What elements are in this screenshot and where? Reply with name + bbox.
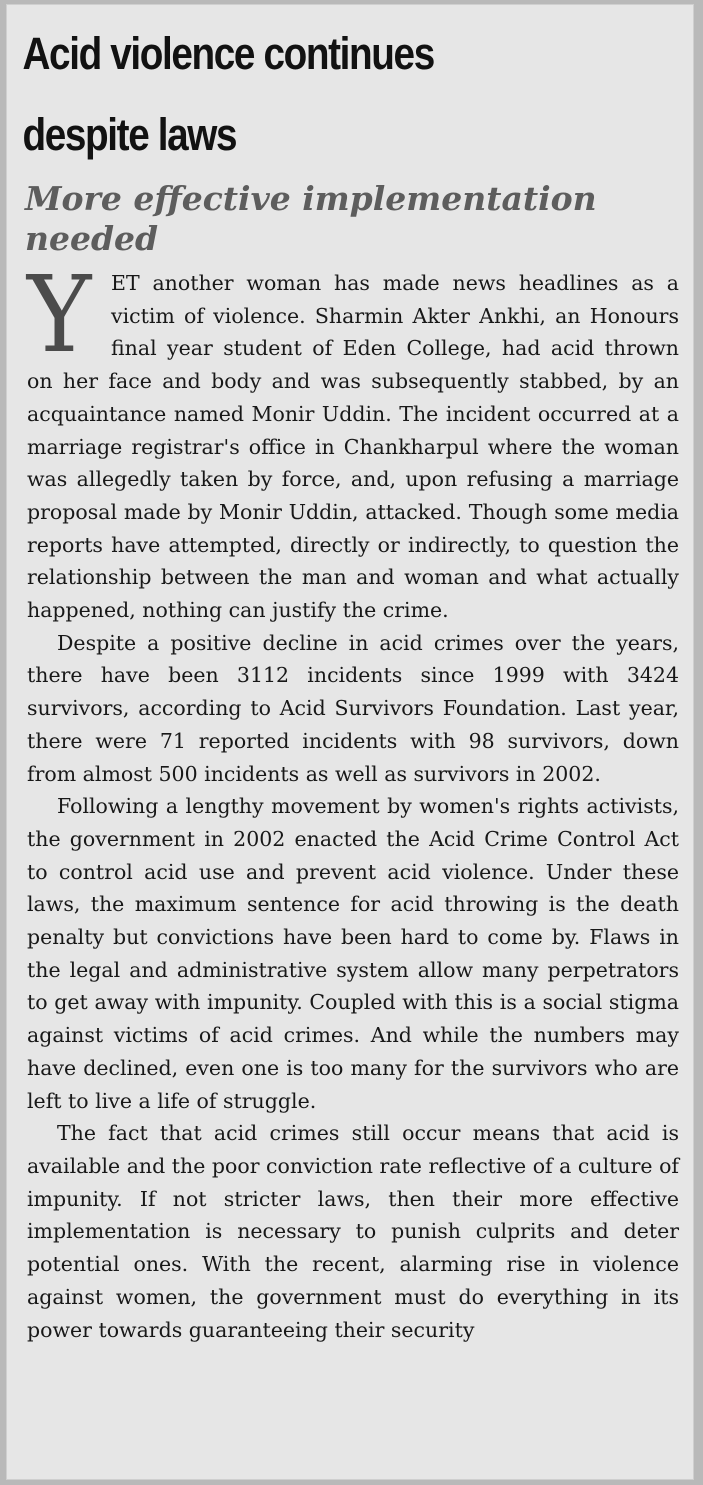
drop-cap: Y bbox=[27, 253, 92, 376]
headline bbox=[7, 5, 597, 175]
subheadline: More effective implementation needed bbox=[25, 179, 597, 258]
headline-line-2: despite laws bbox=[22, 109, 237, 160]
article-body bbox=[7, 253, 693, 1346]
newspaper-clipping bbox=[6, 4, 694, 1480]
paragraph-4: The fact that acid crimes still occur means that acid is available and the poor conviction rate reflective of a culture of impunity. If not stricter laws, then their more effective implementation is necessary to punish culprits and deter potential ones. With the recent, alarming rise in violence against women, the government must do everything in its power towards guaranteeing their security bbox=[27, 1121, 679, 1342]
headline-line-1: Acid violence continues bbox=[22, 28, 434, 79]
paragraph-1-text: ET another woman has made news headlines as a victim of violence. Sharmin Akter Ankhi, an Honours final year student of Eden College, had acid thrown on her face and body and was subsequently stabbed, by an acquaintance named Monir Uddin. The incident occurred at a marriage registrar's office in Chankharpul where the woman was allegedly taken by force, and, upon refusing a marriage proposal made by Monir Uddin, attacked. Though some media reports have attempted, directly or indirectly, to question the relationship between the man and woman and what actually happened, nothing can justify the crime. bbox=[27, 271, 679, 623]
paragraph-1 bbox=[27, 253, 679, 627]
paragraph-3: Following a lengthy movement by women's rights activists, the government in 2002 enacted the Acid Crime Control Act to control acid use and prevent acid violence. Under these laws, the maximum sentence for acid throwing is the death penalty but convictions have been hard to come by. Flaws in the legal and administrative system allow many perpetrators to get away with impunity. Coupled with this is a social stigma against victims of acid crimes. And while the numbers may have declined, even one is too many for the survivors who are left to live a life of struggle. bbox=[27, 794, 679, 1113]
paragraph-2: Despite a positive decline in acid crimes over the years, there have been 3112 incidents since 1999 with 3424 survivors, according to Acid Survivors Foundation. Last year, there were 71 reported incidents with 98 survivors, down from almost 500 incidents as well as survivors in 2002. bbox=[27, 630, 679, 786]
